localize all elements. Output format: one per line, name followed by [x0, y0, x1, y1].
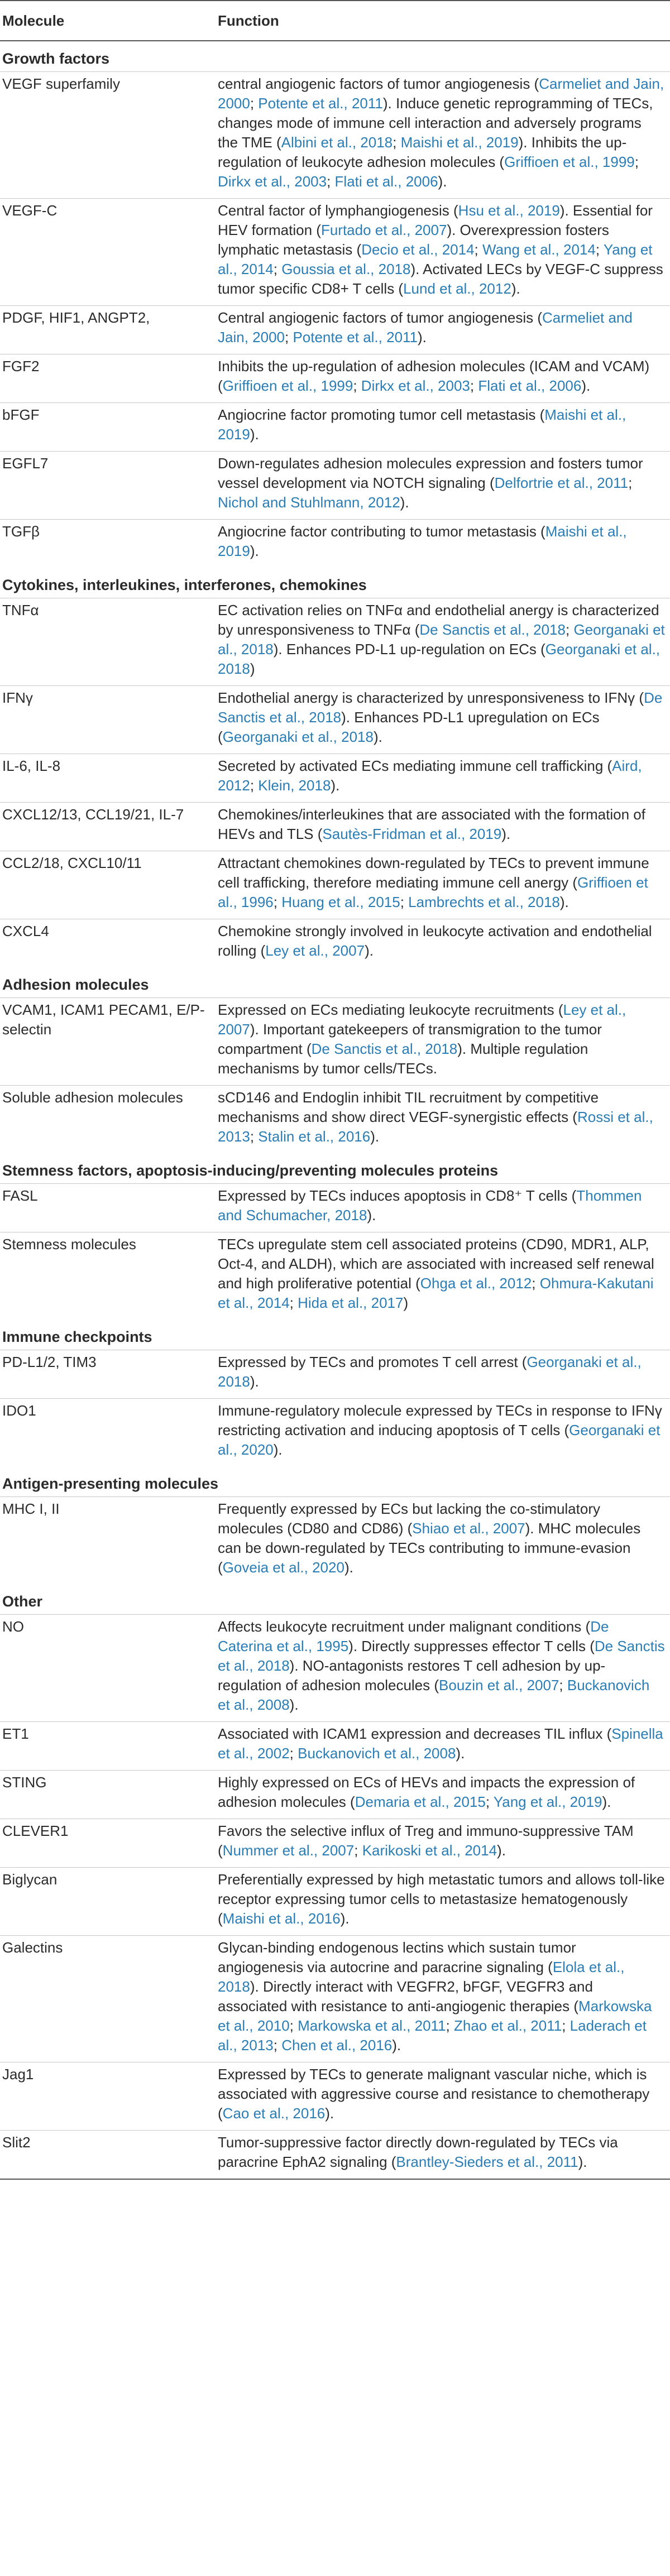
function-text: ). — [392, 2037, 401, 2054]
column-header-function: Function — [218, 1, 670, 41]
molecule-cell: bFGF — [0, 403, 218, 452]
citation-link[interactable]: De Caterina et al., 1995 — [218, 1618, 609, 1654]
function-text: ). — [289, 1696, 299, 1713]
citation-link[interactable]: Nichol and Stuhlmann, 2012 — [218, 494, 400, 511]
function-text: central angiogenic factors of tumor angiogenesis ( — [218, 75, 539, 92]
function-text: ; — [400, 894, 409, 910]
molecule-cell: VEGF superfamily — [0, 72, 218, 199]
function-text: ). Directly interact with VEGFR2, bFGF, VEGFR3 and associated with resistance to anti-angiogenic therapies ( — [218, 1978, 593, 2014]
molecule-cell: PD-L1/2, TIM3 — [0, 1350, 218, 1399]
function-text: ). MHC molecules can be down-regulated by TECs contributing to immune-evasion ( — [218, 1520, 641, 1576]
function-text: ). Induce genetic reprogramming of TECs, changes mode of immune cell interaction and adversely programs the TME ( — [218, 95, 653, 151]
function-cell — [218, 1350, 670, 1399]
citation-link[interactable]: Georganaki et al., 2018 — [218, 641, 661, 677]
citation-link[interactable]: Klein, 2018 — [258, 777, 331, 794]
function-text: Chemokines/interleukines that are associated with the formation of HEVs and TLS ( — [218, 806, 645, 842]
citation-link[interactable]: Ley et al., 2007 — [218, 1001, 626, 1038]
function-text: EC activation relies on TNFα and endothelial anergy is characterized by unresponsiveness to TNFα ( — [218, 602, 659, 638]
section-row — [0, 41, 670, 72]
molecule-cell: FGF2 — [0, 354, 218, 403]
function-cell — [218, 1771, 670, 1819]
section-heading: Cytokines, interleukines, interferones, chemokines — [2, 577, 367, 593]
function-text: ). — [501, 826, 511, 842]
molecule-cell: Galectins — [0, 1936, 218, 2062]
function-cell — [218, 354, 670, 403]
function-cell — [218, 1086, 670, 1154]
function-text: Inhibits the up-regulation of adhesion molecules (ICAM and VCAM) ( — [218, 358, 650, 394]
function-text: ; — [628, 474, 633, 491]
citation-link[interactable]: Lambrechts et al., 2018 — [408, 894, 560, 910]
function-text: ). — [340, 1910, 350, 1927]
function-cell — [218, 1819, 670, 1868]
table-row — [0, 354, 670, 403]
molecule-cell: STING — [0, 1771, 218, 1819]
citation-link[interactable]: Ohga et al., 2012 — [420, 1275, 532, 1292]
citation-link[interactable]: De Sanctis et al., 2018 — [218, 1638, 665, 1674]
function-text: Central angiogenic factors of tumor angiogenesis ( — [218, 309, 542, 326]
citation-link[interactable]: Shiao et al., 2007 — [412, 1520, 525, 1537]
citation-link[interactable]: De Sanctis et al., 2018 — [218, 689, 663, 726]
table-row — [0, 199, 670, 306]
function-text: Angiocrine factor promoting tumor cell metastasis ( — [218, 406, 545, 423]
function-text: ). — [344, 1559, 353, 1576]
table-row — [0, 1086, 670, 1154]
section-row — [0, 1153, 670, 1184]
citation-link[interactable]: Georganaki et al., 2020 — [218, 1422, 661, 1458]
function-text: ; — [327, 173, 335, 190]
section-row — [0, 1584, 670, 1615]
citation-link[interactable]: Chen et al., 2016 — [281, 2037, 393, 2054]
molecule-cell: PDGF, HIF1, ANGPT2, — [0, 306, 218, 354]
function-text: ). — [511, 280, 520, 297]
citation-link[interactable]: Brantley-Sieders et al., 2011 — [396, 2153, 578, 2170]
citation-link[interactable]: Wang et al., 2014 — [482, 241, 596, 258]
table-row — [0, 72, 670, 199]
function-text: ; — [353, 377, 361, 394]
citation-link[interactable]: Delfortrie et al., 2011 — [494, 474, 629, 491]
molecule-cell: IDO1 — [0, 1399, 218, 1467]
citation-link[interactable]: Potente et al., 2011 — [293, 329, 418, 346]
function-cell — [218, 1497, 670, 1585]
function-text: Expressed by TECs to generate malignant vascular niche, which is associated with aggressive course and resistance to chemotherapy ( — [218, 2066, 650, 2122]
function-text: Angiocrine factor contributing to tumor metastasis ( — [218, 523, 545, 540]
function-text: Tumor-suppressive factor directly down-regulated by TECs via paracrine EphA2 signaling ( — [218, 2134, 618, 2170]
function-cell — [218, 403, 670, 452]
citation-link[interactable]: Maishi et al., 2019 — [218, 406, 626, 443]
table-row — [0, 520, 670, 568]
function-text: ; — [634, 153, 639, 170]
function-text: ; — [562, 2017, 570, 2034]
function-cell — [218, 1399, 670, 1467]
function-cell — [218, 199, 670, 306]
function-text: ). — [273, 1441, 283, 1458]
molecule-cell: NO — [0, 1615, 218, 1722]
function-text: ). — [578, 2153, 587, 2170]
table-row — [0, 306, 670, 354]
molecule-cell: IL-6, IL-8 — [0, 754, 218, 803]
function-text: ). — [367, 1207, 376, 1224]
citation-link[interactable]: De Sanctis et al., 2018 — [311, 1040, 458, 1057]
citation-link[interactable]: Laderach et al., 2013 — [218, 2017, 647, 2054]
function-cell — [218, 1184, 670, 1232]
function-text: Down-regulates adhesion molecules expression and fosters tumor vessel development via NOTCH signaling ( — [218, 455, 643, 491]
citation-link[interactable]: Carmeliet and Jain, 2000 — [218, 309, 633, 346]
molecule-cell: Soluble adhesion molecules — [0, 1086, 218, 1154]
function-text: Chemokine strongly involved in leukocyte activation and endothelial rolling ( — [218, 923, 652, 959]
citation-link[interactable]: Flati et al., 2006 — [334, 173, 438, 190]
function-text: ). — [331, 777, 340, 794]
citation-link[interactable]: Markowska et al., 2010 — [218, 1998, 652, 2034]
citation-link[interactable]: Dirkx et al., 2003 — [361, 377, 470, 394]
function-text: ; — [250, 1128, 259, 1145]
function-text: ). — [418, 329, 427, 346]
function-text: ). — [602, 1793, 611, 1810]
function-text: ). Directly suppresses effector T cells ( — [348, 1638, 595, 1654]
function-text: Attractant chemokines down-regulated by TECs to prevent immune cell trafficking, therefore mediating immune cell anergy ( — [218, 855, 649, 891]
function-text: ). Overexpression fosters lymphatic metastasis ( — [218, 222, 609, 258]
citation-link[interactable]: Furtado et al., 2007 — [320, 222, 447, 238]
function-text: Associated with ICAM1 expression and decreases TIL influx ( — [218, 1725, 612, 1742]
citation-link[interactable]: Ley et al., 2007 — [265, 942, 365, 959]
molecule-cell: Biglycan — [0, 1868, 218, 1936]
function-text: ). Enhances PD-L1 upregulation on ECs ( — [218, 709, 600, 745]
function-cell — [218, 919, 670, 968]
citation-link[interactable]: Aird, 2012 — [218, 757, 642, 794]
molecule-cell: TGFβ — [0, 520, 218, 568]
function-text: ; — [559, 1677, 567, 1694]
function-text: ; — [474, 241, 482, 258]
section-heading: Growth factors — [2, 50, 110, 67]
table-row — [0, 1771, 670, 1819]
citation-link[interactable]: Maishi et al., 2016 — [222, 1910, 341, 1927]
table-row — [0, 1819, 670, 1868]
function-text: ). NO-antagonists restores T cell adhesion by up-regulation of adhesion molecules ( — [218, 1657, 606, 1694]
citation-link[interactable]: Griffioen et al., 1996 — [218, 874, 648, 910]
citation-link[interactable]: Hsu et al., 2019 — [458, 202, 560, 219]
table-row — [0, 452, 670, 520]
function-text: ; — [273, 261, 282, 277]
function-text: Immune-regulatory molecule expressed by TECs in response to IFNγ restricting activation and inducing apoptosis of T cells ( — [218, 1402, 662, 1438]
citation-link[interactable]: Elola et al., 2018 — [218, 1959, 625, 1995]
citation-link[interactable]: Griffioen et al., 1999 — [222, 377, 353, 394]
function-text: ) — [403, 1294, 409, 1311]
function-cell — [218, 1232, 670, 1320]
section-row — [0, 1320, 670, 1350]
citation-link[interactable]: Albini et al., 2018 — [281, 134, 393, 151]
citation-link[interactable]: Maishi et al., 2019 — [218, 523, 627, 559]
table-row — [0, 1936, 670, 2062]
function-cell — [218, 2062, 670, 2131]
function-text: Glycan-binding endogenous lectins which sustain tumor angiogenesis via autocrine and paracrine signaling ( — [218, 1939, 576, 1975]
citation-link[interactable]: Sautès-Fridman et al., 2019 — [322, 826, 502, 842]
table-row — [0, 1350, 670, 1399]
citation-link[interactable]: Goveia et al., 2020 — [222, 1559, 344, 1576]
table-row — [0, 1615, 670, 1722]
molecule-cell: CCL2/18, CXCL10/11 — [0, 851, 218, 919]
molecule-cell: CXCL12/13, CCL19/21, IL-7 — [0, 803, 218, 851]
function-cell — [218, 851, 670, 919]
function-text: ). — [325, 2105, 334, 2122]
citation-link[interactable]: De Sanctis et al., 2018 — [419, 621, 566, 638]
molecule-cell: CXCL4 — [0, 919, 218, 968]
citation-link[interactable]: Nummer et al., 2007 — [222, 1842, 355, 1859]
function-text: ; — [273, 2037, 282, 2054]
citation-link[interactable]: Stalin et al., 2016 — [258, 1128, 371, 1145]
function-cell — [218, 520, 670, 568]
function-cell — [218, 72, 670, 199]
molecule-cell: IFNγ — [0, 686, 218, 754]
citation-link[interactable]: Buckanovich et al., 2008 — [298, 1745, 456, 1762]
function-cell — [218, 2131, 670, 2180]
function-text: ; — [532, 1275, 540, 1292]
molecule-cell: FASL — [0, 1184, 218, 1232]
function-text: Endothelial anergy is characterized by unresponsiveness to IFNγ ( — [218, 689, 644, 706]
function-cell — [218, 998, 670, 1086]
table-row — [0, 1868, 670, 1936]
table-row — [0, 2062, 670, 2131]
function-text: ; — [289, 1294, 298, 1311]
function-text: ). — [373, 728, 382, 745]
function-text: ; — [485, 1793, 494, 1810]
citation-link[interactable]: Georganaki et al., 2018 — [218, 1354, 642, 1390]
citation-link[interactable]: Buckanovich et al., 2008 — [218, 1677, 650, 1713]
function-cell — [218, 1936, 670, 2062]
citation-link[interactable]: Potente et al., 2011 — [258, 95, 383, 112]
function-text: ; — [250, 777, 259, 794]
citation-link[interactable]: Spinella et al., 2002 — [218, 1725, 663, 1762]
table-row — [0, 1722, 670, 1771]
function-text: ). Essential for HEV formation ( — [218, 202, 653, 238]
molecule-cell: Stemness molecules — [0, 1232, 218, 1320]
function-text: Frequently expressed by ECs but lacking the co-stimulatory molecules (CD80 and CD86) ( — [218, 1500, 600, 1537]
citation-link[interactable]: Cao et al., 2016 — [222, 2105, 326, 2122]
citation-link[interactable]: Bouzin et al., 2007 — [439, 1677, 559, 1694]
function-text: Expressed by TECs induces apoptosis in CD8⁺ T cells ( — [218, 1187, 577, 1204]
molecule-cell: Jag1 — [0, 2062, 218, 2131]
table-row — [0, 686, 670, 754]
citation-link[interactable]: Decio et al., 2014 — [361, 241, 475, 258]
table-header — [0, 1, 670, 41]
table-row — [0, 754, 670, 803]
function-cell — [218, 452, 670, 520]
function-text: ). — [559, 894, 569, 910]
citation-link[interactable]: Demaria et al., 2015 — [355, 1793, 486, 1810]
function-cell — [218, 803, 670, 851]
function-text: Favors the selective influx of Treg and immuno-suppressive TAM ( — [218, 1822, 634, 1859]
function-text: ). — [365, 942, 374, 959]
table-row — [0, 851, 670, 919]
citation-link[interactable]: Yang et al., 2014 — [218, 241, 653, 277]
table-row — [0, 803, 670, 851]
molecule-cell: EGFL7 — [0, 452, 218, 520]
molecule-cell: CLEVER1 — [0, 1819, 218, 1868]
citation-link[interactable]: Dirkx et al., 2003 — [218, 173, 327, 190]
function-text: ; — [250, 95, 259, 112]
molecule-cell: VEGF-C — [0, 199, 218, 306]
table-row — [0, 598, 670, 686]
function-text: ; — [470, 377, 478, 394]
table-row — [0, 2131, 670, 2180]
table-body — [0, 41, 670, 2179]
function-text: ; — [446, 2017, 454, 2034]
function-text: ). — [370, 1128, 380, 1145]
function-text: ). — [456, 1745, 465, 1762]
citation-link[interactable]: Huang et al., 2015 — [281, 894, 400, 910]
table-row — [0, 998, 670, 1086]
function-text: ). — [497, 1842, 506, 1859]
function-text: ; — [289, 1745, 298, 1762]
function-text: ; — [289, 2017, 298, 2034]
function-text: ). — [250, 543, 259, 559]
section-heading: Immune checkpoints — [2, 1328, 152, 1345]
table-row — [0, 1497, 670, 1585]
function-text: Expressed on ECs mediating leukocyte recruitments ( — [218, 1001, 563, 1018]
table-row — [0, 1184, 670, 1232]
citation-link[interactable]: Rossi et al., 2013 — [218, 1109, 653, 1145]
section-heading: Stemness factors, apoptosis-inducing/preventing molecules proteins — [2, 1162, 499, 1179]
function-text: ; — [595, 241, 604, 258]
function-text: ). — [438, 173, 447, 190]
citation-link[interactable]: Maishi et al., 2019 — [400, 134, 519, 151]
function-text: ). — [400, 494, 409, 511]
molecule-cell: ET1 — [0, 1722, 218, 1771]
citation-link[interactable]: Griffioen et al., 1999 — [504, 153, 635, 170]
citation-link[interactable]: Karikoski et al., 2014 — [362, 1842, 497, 1859]
function-text: ). — [250, 1373, 259, 1390]
citation-link[interactable]: Zhao et al., 2011 — [453, 2017, 562, 2034]
citation-link[interactable]: Markowska et al., 2011 — [298, 2017, 446, 2034]
function-text: Secreted by activated ECs mediating immune cell trafficking ( — [218, 757, 612, 774]
citation-link[interactable]: Lund et al., 2012 — [403, 280, 511, 297]
function-text: Expressed by TECs and promotes T cell arrest ( — [218, 1354, 527, 1370]
citation-link[interactable]: Georganaki et al., 2018 — [222, 728, 374, 745]
function-text: ; — [354, 1842, 362, 1859]
molecule-cell: MHC I, II — [0, 1497, 218, 1585]
function-cell — [218, 1868, 670, 1936]
section-heading: Other — [2, 1593, 43, 1610]
citation-link[interactable]: Yang et al., 2019 — [493, 1793, 602, 1810]
table-row — [0, 1232, 670, 1320]
molecule-cell: TNFα — [0, 598, 218, 686]
section-heading: Antigen-presenting molecules — [2, 1475, 219, 1492]
function-cell — [218, 1615, 670, 1722]
function-text: Affects leukocyte recruitment under malignant conditions ( — [218, 1618, 591, 1635]
function-text: sCD146 and Endoglin inhibit TIL recruitment by competitive mechanisms and show direct VEGF-synergistic effects ( — [218, 1089, 599, 1125]
citation-link[interactable]: Thommen and Schumacher, 2018 — [218, 1187, 642, 1224]
citation-link[interactable]: Carmeliet and Jain, 2000 — [218, 75, 664, 112]
function-cell — [218, 306, 670, 354]
table-row — [0, 403, 670, 452]
function-text: ). Enhances PD-L1 up-regulation on ECs ( — [273, 641, 545, 658]
citation-link[interactable]: Georganaki et al., 2018 — [218, 621, 665, 658]
function-text: ). Important gatekeepers of transmigration to the tumor compartment ( — [218, 1021, 602, 1057]
function-text: ) — [250, 660, 255, 677]
function-cell — [218, 1722, 670, 1771]
citation-link[interactable]: Hida et al., 2017 — [298, 1294, 404, 1311]
function-text: ). — [250, 426, 259, 443]
function-text: ; — [273, 894, 282, 910]
function-text: TECs upregulate stem cell associated proteins (CD90, MDR1, ALP, Oct-4, and ALDH), which are associated with increased self renewal and high proliferative potential ( — [218, 1236, 654, 1292]
function-text: ). Activated LECs by VEGF-C suppress tumor specific CD8+ T cells ( — [218, 261, 663, 297]
table-row — [0, 1399, 670, 1467]
column-header-molecule: Molecule — [0, 1, 218, 41]
molecule-cell: Slit2 — [0, 2131, 218, 2180]
function-text: Highly expressed on ECs of HEVs and impacts the expression of adhesion molecules ( — [218, 1774, 635, 1810]
section-heading: Adhesion molecules — [2, 976, 149, 993]
function-text: ). Inhibits the up-regulation of leukocyte adhesion molecules ( — [218, 134, 627, 170]
function-text: Preferentially expressed by high metastatic tumors and allows toll-like receptor expressing tumor cells to metastasize hematogenously ( — [218, 1871, 665, 1927]
section-row — [0, 1466, 670, 1497]
function-cell — [218, 754, 670, 803]
function-text: ; — [565, 621, 574, 638]
section-row — [0, 967, 670, 998]
function-text: ). — [581, 377, 591, 394]
table-row — [0, 919, 670, 968]
citation-link[interactable]: Goussia et al., 2018 — [281, 261, 411, 277]
function-text: ; — [284, 329, 293, 346]
function-cell — [218, 686, 670, 754]
function-text: ). Multiple regulation mechanisms by tumor cells/TECs. — [218, 1040, 588, 1077]
function-text: Central factor of lymphangiogenesis ( — [218, 202, 458, 219]
section-row — [0, 568, 670, 598]
citation-link[interactable]: Ohmura-Kakutani et al., 2014 — [218, 1275, 654, 1311]
citation-link[interactable]: Flati et al., 2006 — [478, 377, 582, 394]
function-cell — [218, 598, 670, 686]
molecule-cell: VCAM1, ICAM1 PECAM1, E/P-selectin — [0, 998, 218, 1086]
function-text: ; — [393, 134, 401, 151]
